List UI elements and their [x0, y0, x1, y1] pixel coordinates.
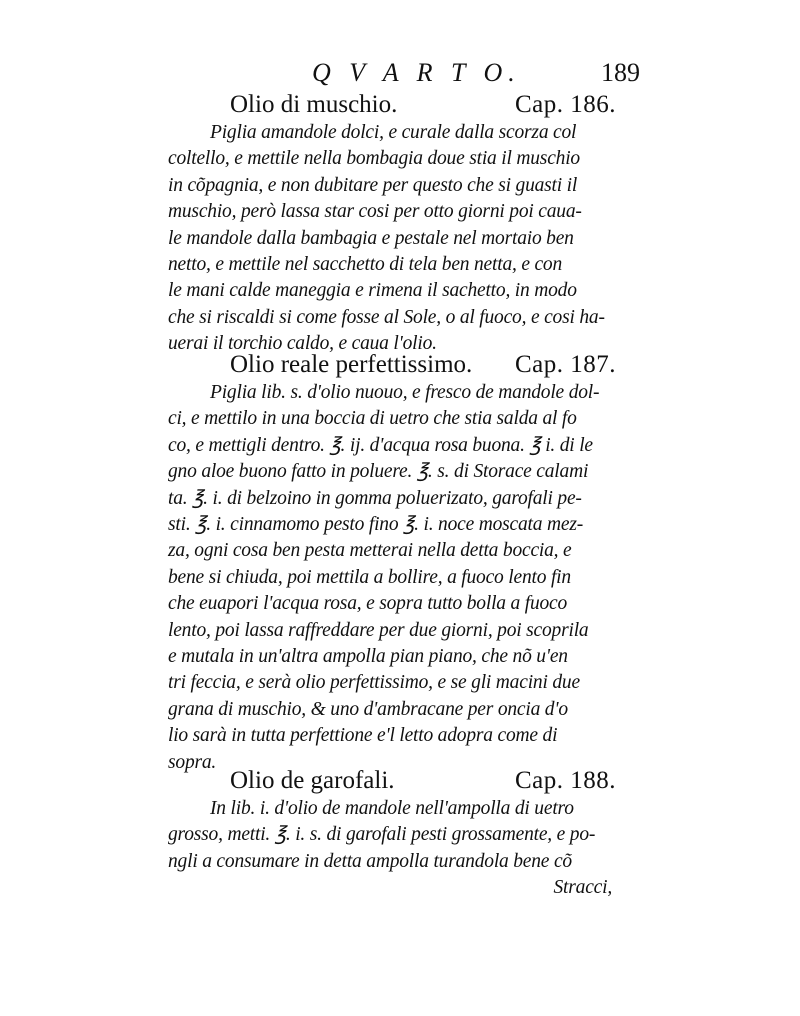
text-line: ta. ℥. i. di belzoino in gomma poluerizato, garofali pe-: [168, 487, 582, 509]
chapter-number: Cap. 186.: [514, 91, 616, 118]
text-line: in cõpagnia, e non dubitare per questo che si guasti il: [168, 174, 578, 196]
text-line: ci, e mettilo in una boccia di uetro che stia salda al fo: [168, 408, 577, 430]
text-line: le mani calde maneggia e rimena il sachetto, in modo: [168, 280, 577, 302]
section-olio-reale: [168, 350, 634, 776]
chapter-number: Cap. 187.: [514, 351, 616, 378]
text-line: e mutala in un'altra ampolla pian piano, che nõ u'en: [168, 646, 568, 668]
section-title: Olio reale perfettissimo.: [230, 351, 473, 378]
text-line: tri feccia, e serà olio perfettissimo, e se gli macini due: [168, 672, 580, 694]
section-olio-di-muschio: [168, 90, 634, 358]
section-title: Olio di muschio.: [230, 91, 398, 118]
text-line: che si riscaldi si come fosse al Sole, o al fuoco, e cosi ha-: [168, 306, 605, 328]
text-line: muschio, però lassa star cosi per otto giorni poi caua-: [168, 201, 582, 223]
text-line: che euapori l'acqua rosa, e sopra tutto bolla a fuoco: [168, 593, 568, 615]
text-line: In lib. i. d'olio de mandole nell'ampolla di uetro: [210, 798, 574, 819]
text-line: lento, poi lassa raffreddare per due giorni, poi scoprila: [168, 619, 589, 641]
page-number: 189: [601, 58, 640, 87]
text-line: co, e mettigli dentro. ℥. ij. d'acqua rosa buona. ℥ i. di le: [168, 434, 593, 456]
section-heading: [168, 90, 634, 120]
text-line: ngli a consumare in detta ampolla turandola bene cõ: [168, 850, 572, 872]
section-heading: [168, 350, 634, 380]
catchword: Stracci,: [553, 877, 612, 899]
section-heading: [168, 766, 634, 796]
text-line: netto, e mettile nel sacchetto di tela ben netta, e con: [168, 254, 563, 276]
text-line: gno aloe buono fatto in poluere. ℥. s. di Storace calami: [168, 461, 589, 483]
section-olio-de-garofali: [168, 766, 634, 902]
running-head: [170, 58, 640, 94]
text-line: Piglia lib. s. d'olio nuouo, e fresco de mandole dol-: [210, 382, 600, 403]
text-line: uerai il torchio caldo, e caua l'olio.: [168, 333, 437, 355]
running-title: Q V A R T O.: [312, 58, 521, 87]
text-line: coltello, e mettile nella bombagia doue stia il muschio: [168, 148, 580, 170]
text-line: le mandole dalla bambagia e pestale nel mortaio ben: [168, 227, 574, 249]
text-line: bene si chiuda, poi mettila a bollire, a fuoco lento fin: [168, 566, 571, 588]
text-line: za, ogni cosa ben pesta metterai nella detta boccia, e: [168, 540, 572, 562]
text-line: Piglia amandole dolci, e curale dalla scorza col: [210, 122, 577, 143]
text-line: sopra.: [168, 751, 217, 773]
section-title: Olio de garofali.: [230, 767, 395, 794]
text-line: grana di muschio, & uno d'ambracane per oncia d'o: [168, 698, 568, 720]
chapter-number: Cap. 188.: [514, 767, 616, 794]
text-line: lio sarà in tutta perfettione e'l letto adopra come di: [168, 725, 558, 747]
text-line: grosso, metti. ℥. i. s. di garofali pesti grossamente, e po-: [168, 824, 596, 846]
text-line: sti. ℥. i. cinnamomo pesto fino ℥. i. noce moscata mez-: [168, 514, 584, 536]
